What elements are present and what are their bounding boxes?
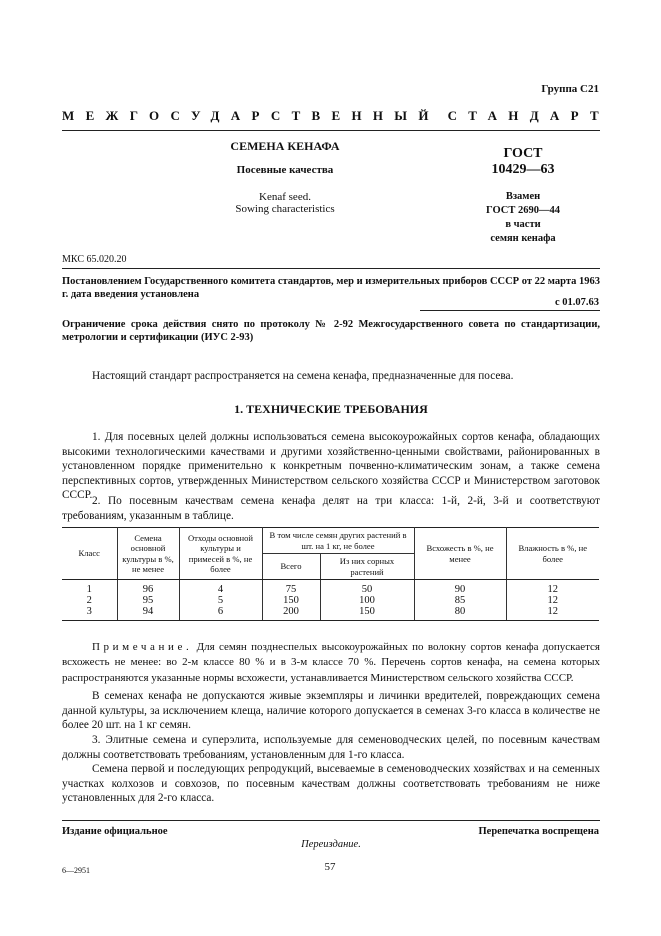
- cell-weeds: 150: [320, 607, 414, 621]
- instead-line-2: ГОСТ 2690—44: [486, 205, 560, 216]
- official-edition: Издание официальное: [62, 826, 168, 837]
- header-total: Всего: [262, 554, 320, 580]
- print-code: 6—2951: [62, 866, 90, 875]
- introduction-date: с 01.07.63: [554, 297, 599, 308]
- note-text: Для семян позднеспелых высокоурожайных по волокну сортов кенафа допускается всхожесть не менее: во 2-м классе 80 % и в 3-м классе 70 %. Перечень сортов кенафа, на семена которых распространяются указанные нормы всхожести, устанавливается Министерством сельского хозяйства СССР.: [62, 641, 600, 684]
- cell-moisture: 12: [506, 607, 599, 621]
- paragraph-2: 2. По посевным качествам семена кенафа делят на три класса: 1-й, 2-й, 3-й и соответствуют требованиям, указанным в таблице.: [62, 495, 600, 522]
- table-row: [62, 580, 599, 596]
- mks-rule: [62, 268, 600, 269]
- header-class: Класс: [62, 528, 117, 580]
- pests-paragraph: В семенах кенафа не допускаются живые экземпляры и личинки вредителей, повреждающих семена данной культуры, за исключением клеща, наличие которого допускается в семенах 3-го класса в количестве не более 20 шт. на 1 кг семян.: [62, 690, 600, 732]
- cell-moisture: 12: [506, 596, 599, 607]
- cell-germination: 85: [414, 596, 506, 607]
- cell-total: 150: [262, 596, 320, 607]
- cell-waste: 6: [179, 607, 262, 621]
- reprint-prohibited: Перепечатка воспрещена: [478, 826, 599, 837]
- footer-rule: [62, 820, 600, 821]
- instead-line-4: семян кенафа: [490, 233, 556, 244]
- cell-germination: 90: [414, 580, 506, 596]
- table-row: [62, 607, 599, 621]
- banner-word-interstate: МЕЖГОСУДАРСТВЕННЫЙ: [62, 108, 440, 123]
- page-number: 57: [324, 861, 336, 873]
- standard-banner: [62, 108, 610, 124]
- cell-culture: 94: [117, 607, 179, 621]
- table-header-row: [62, 528, 599, 554]
- cell-waste: 4: [179, 580, 262, 596]
- banner-word-standard: СТАНДАРТ: [447, 108, 610, 123]
- table-note: [62, 640, 600, 686]
- cell-weeds: 100: [320, 596, 414, 607]
- limitation-text: Ограничение срока действия снято по протоколу № 2-92 Межгосударственного совета по стандартизации, метрологии и сертификации (ИУС 2-93): [62, 319, 600, 344]
- cell-class: 3: [62, 607, 117, 621]
- cell-moisture: 12: [506, 580, 599, 596]
- gost-number: 10429—63: [491, 162, 555, 177]
- cell-germination: 80: [414, 607, 506, 621]
- cell-waste: 5: [179, 596, 262, 607]
- header-other-seeds: В том числе семян других растений в шт. на 1 кг, не более: [262, 528, 414, 554]
- note-label: Примечание.: [92, 641, 193, 653]
- paragraph-1: 1. Для посевных целей должны использоваться семена высокоурожайных сортов кенафа, обладающих высокими технологическими качествами и другими хозяйственно-ценными свойствами, районированных в установленном порядке применительно к конкретным почвенно-климатическим зонам, а также семена перспективных сортов, утвержденных Министерством сельского хозяйства СССР и Министерством заготовок СССР.: [62, 431, 600, 502]
- header-culture-seeds: Семена основной культуры в %, не менее: [117, 528, 179, 580]
- cell-weeds: 50: [320, 580, 414, 596]
- cell-class: 2: [62, 596, 117, 607]
- cell-culture: 96: [117, 580, 179, 596]
- decree-text: Постановлением Государственного комитета стандартов, мер и измерительных приборов СССР от 22 марта 1963 г. дата введения установлена: [62, 276, 600, 301]
- cell-total: 75: [262, 580, 320, 596]
- group-code: Группа С21: [541, 83, 599, 95]
- cell-class: 1: [62, 580, 117, 596]
- doc-title: СЕМЕНА КЕНАФА: [230, 139, 340, 153]
- table-row: [62, 596, 599, 607]
- header-germination: Всхожесть в %, не менее: [414, 528, 506, 580]
- section-heading: 1. ТЕХНИЧЕСКИЕ ТРЕБОВАНИЯ: [234, 402, 428, 416]
- doc-subtitle: Посевные качества: [236, 164, 334, 176]
- instead-line-1: Взамен: [505, 191, 541, 202]
- requirements-table: [62, 527, 599, 621]
- header-rule: [62, 130, 600, 131]
- instead-line-3: в части: [505, 219, 541, 230]
- date-rule: [420, 310, 600, 311]
- header-moisture: Влажность в %, не более: [506, 528, 599, 580]
- mks-code: МКС 65.020.20: [62, 254, 127, 265]
- paragraph-4: Семена первой и последующих репродукций, высеваемые в семеноводческих хозяйствах и на семенных участках колхозов и совхозов, по посевным качествам должны соответствовать требованиям не ниже установленных для 2-го класса.: [62, 763, 600, 805]
- cell-culture: 95: [117, 596, 179, 607]
- english-title-1: Kenaf seed.: [259, 191, 311, 203]
- cell-total: 200: [262, 607, 320, 621]
- english-title-2: Sowing characteristics: [235, 203, 335, 215]
- reissue-note: Переиздание.: [301, 839, 361, 850]
- scope-paragraph: Настоящий стандарт распространяется на семена кенафа, предназначенные для посева.: [92, 370, 514, 382]
- header-weeds: Из них сорных растений: [320, 554, 414, 580]
- header-waste: Отходы основной культуры и примесей в %, не более: [179, 528, 262, 580]
- paragraph-3: 3. Элитные семена и суперэлита, используемые для семеноводческих целей, по посевным качествам должны соответствовать требованиям, установленным для 1-го класса.: [62, 734, 600, 761]
- gost-label: ГОСТ: [503, 146, 543, 161]
